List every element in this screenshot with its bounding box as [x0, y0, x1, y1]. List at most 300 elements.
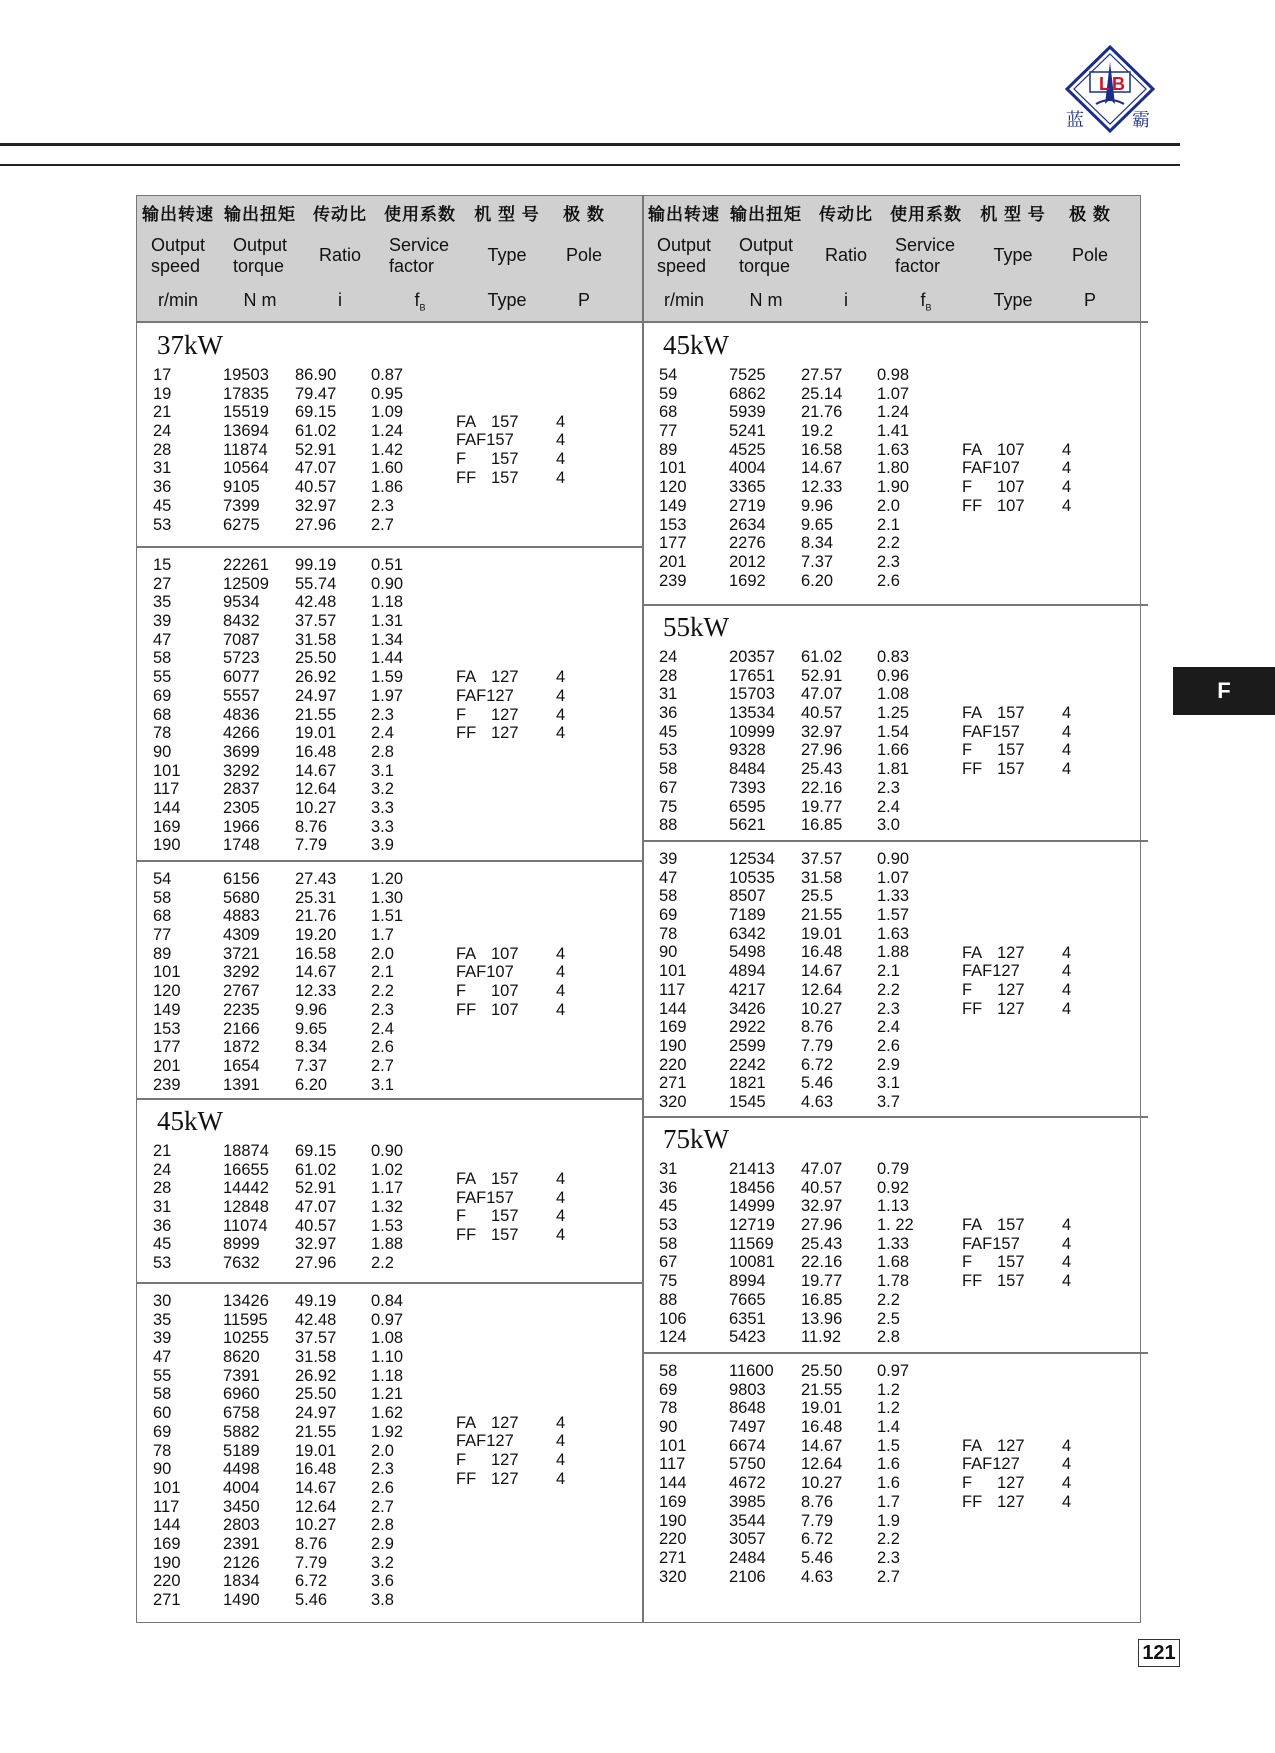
- service-factor-cell: 2.2: [371, 1254, 394, 1273]
- header-unit-text: P: [577, 290, 590, 310]
- output-speed-cell: 24: [153, 422, 172, 441]
- header-unit-text: N m: [749, 290, 783, 310]
- type-code: F: [456, 982, 467, 1001]
- service-factor-cell: 1.31: [371, 612, 404, 631]
- type-code: FA: [962, 943, 983, 962]
- output-speed-cell: 67: [659, 778, 678, 797]
- output-torque-cell: 18874: [223, 1142, 269, 1160]
- type-code: FAF127: [456, 686, 514, 705]
- type-row: [137, 982, 627, 1001]
- output-speed-cell: 59: [659, 384, 678, 403]
- section-tab[interactable]: F: [1173, 667, 1275, 715]
- service-factor-cell: 1.10: [371, 1348, 404, 1367]
- header-en-line: Pole: [1071, 245, 1109, 265]
- table-row: [137, 799, 437, 818]
- output-torque-cell: 4836: [223, 705, 260, 724]
- ratio-cell: 6.20: [295, 1075, 328, 1094]
- ratio-cell: 47.07: [295, 459, 337, 478]
- table-row: [137, 1367, 437, 1386]
- header-unit-text: Type: [993, 290, 1033, 310]
- type-code: FA: [456, 1413, 477, 1432]
- type-code: FF: [456, 1469, 477, 1488]
- ratio-cell: 19.01: [801, 924, 843, 943]
- header-en-line: Output: [657, 235, 712, 255]
- output-torque-cell: 9803: [729, 1380, 766, 1399]
- header-unit-5: [1055, 291, 1125, 309]
- output-torque-cell: 2767: [223, 982, 260, 1001]
- type-row: [137, 1226, 627, 1245]
- output-torque-cell: 7087: [223, 630, 260, 649]
- type-code: F: [962, 980, 973, 999]
- ratio-cell: 25.43: [801, 760, 843, 779]
- ratio-cell: 31.58: [295, 630, 337, 649]
- output-torque-cell: 2484: [729, 1548, 766, 1567]
- output-speed-cell: 39: [153, 1329, 172, 1348]
- type-code: F: [962, 478, 973, 497]
- output-speed-cell: 320: [659, 1092, 687, 1111]
- service-factor-cell: 1.02: [371, 1160, 404, 1179]
- table-row: [137, 926, 437, 945]
- header-unit-3: [885, 291, 967, 313]
- output-torque-cell: 14442: [223, 1179, 269, 1198]
- type-row: [137, 1207, 627, 1226]
- service-factor-cell: 1.62: [371, 1404, 404, 1423]
- service-factor-cell: 2.2: [371, 982, 394, 1001]
- output-speed-cell: 149: [153, 1000, 181, 1019]
- table-row: [137, 631, 437, 650]
- table-row: [643, 1328, 943, 1347]
- header-cn-5: 极 数: [563, 205, 605, 224]
- ratio-cell: 12.33: [295, 982, 337, 1001]
- output-speed-cell: 45: [659, 1197, 678, 1216]
- service-factor-cell: 0.51: [371, 556, 404, 574]
- output-torque-cell: 1545: [729, 1092, 766, 1111]
- header-en-2: [807, 245, 885, 266]
- pole-count: 4: [556, 982, 566, 1001]
- type-code: F: [456, 705, 467, 724]
- service-factor-cell: 1.57: [877, 906, 910, 925]
- type-size: 127: [491, 1413, 519, 1432]
- service-factor-cell: 2.4: [371, 1019, 394, 1038]
- service-factor-cell: 2.3: [877, 552, 900, 571]
- output-speed-cell: 271: [153, 1591, 181, 1609]
- type-list: [643, 704, 1133, 779]
- ratio-cell: 21.76: [295, 907, 337, 926]
- ratio-cell: 5.46: [295, 1591, 328, 1609]
- output-torque-cell: 11874: [223, 440, 268, 459]
- table-row: [137, 649, 437, 668]
- header-cn-4: 机 型 号: [980, 205, 1046, 224]
- pole-count: 4: [556, 431, 566, 450]
- output-torque-cell: 13694: [223, 422, 269, 441]
- output-speed-cell: 55: [153, 668, 172, 687]
- service-factor-cell: 1. 22: [877, 1216, 914, 1235]
- type-row: [137, 1432, 627, 1451]
- type-row: [137, 963, 627, 982]
- table-row: [643, 1399, 943, 1418]
- output-speed-cell: 239: [659, 571, 687, 590]
- ratio-cell: 52.91: [295, 440, 337, 459]
- service-factor-cell: 0.92: [877, 1178, 910, 1197]
- pole-count: 4: [556, 1413, 566, 1432]
- output-speed-cell: 220: [659, 1530, 687, 1549]
- type-list: [137, 668, 627, 743]
- pole-count: 4: [1062, 1272, 1072, 1291]
- table-row: [137, 889, 437, 908]
- table-row: [137, 1311, 437, 1330]
- output-torque-cell: 5498: [729, 943, 766, 962]
- output-speed-cell: 45: [153, 496, 172, 515]
- header-en-2: [301, 245, 379, 266]
- output-torque-cell: 1966: [223, 817, 260, 836]
- output-torque-cell: 3721: [223, 944, 260, 963]
- table-row: [137, 575, 437, 594]
- output-torque-cell: 3699: [223, 742, 260, 761]
- ratio-cell: 8.34: [801, 534, 834, 553]
- output-torque-cell: 2634: [729, 515, 766, 534]
- output-torque-cell: 3544: [729, 1511, 766, 1530]
- ratio-cell: 61.02: [295, 422, 337, 441]
- output-speed-cell: 31: [659, 685, 678, 704]
- ratio-cell: 11.92: [801, 1328, 842, 1347]
- type-size: 157: [997, 1216, 1025, 1235]
- type-size: 157: [491, 412, 519, 431]
- output-speed-cell: 78: [659, 924, 678, 943]
- output-speed-cell: 35: [153, 1310, 172, 1329]
- header-cn-3: 使用系数: [890, 205, 962, 224]
- output-torque-cell: 7189: [729, 906, 766, 925]
- output-torque-cell: 11595: [223, 1310, 268, 1329]
- service-factor-cell: 1.9: [877, 1511, 900, 1530]
- header-unit-5: [549, 291, 619, 309]
- table-row: [643, 685, 943, 704]
- ratio-cell: 52.91: [295, 1179, 337, 1198]
- page-number: 121: [1138, 1639, 1180, 1667]
- ratio-cell: 16.85: [801, 1290, 843, 1309]
- ratio-cell: 16.48: [295, 1460, 337, 1479]
- output-torque-cell: 1391: [223, 1075, 260, 1094]
- service-factor-cell: 1.44: [371, 649, 404, 668]
- service-factor-cell: 1.6: [877, 1455, 900, 1474]
- pole-count: 4: [556, 686, 566, 705]
- output-speed-cell: 58: [153, 888, 172, 907]
- output-speed-cell: 47: [659, 868, 678, 887]
- table-row: [137, 497, 437, 516]
- output-torque-cell: 2166: [223, 1019, 260, 1038]
- ratio-cell: 99.19: [295, 556, 337, 574]
- service-factor-cell: 1.20: [371, 870, 404, 888]
- output-speed-cell: 190: [153, 1553, 181, 1572]
- table-row: [137, 385, 437, 404]
- ratio-cell: 8.76: [801, 1492, 834, 1511]
- service-factor-cell: 1.5: [877, 1436, 900, 1455]
- service-factor-cell: 1.60: [371, 459, 404, 478]
- output-speed-cell: 77: [153, 926, 172, 945]
- table-row: [137, 612, 437, 631]
- output-speed-cell: 190: [659, 1511, 687, 1530]
- table-row: [643, 887, 943, 906]
- ratio-cell: 9.96: [295, 1000, 328, 1019]
- output-torque-cell: 4883: [223, 907, 260, 926]
- service-factor-cell: 1.66: [877, 741, 910, 760]
- output-speed-cell: 36: [659, 1178, 678, 1197]
- table-row: [643, 648, 943, 667]
- header-en-line: Type: [487, 245, 527, 265]
- ratio-cell: 37.57: [801, 850, 843, 868]
- header-en-line: Ratio: [824, 245, 868, 265]
- output-torque-cell: 2837: [223, 780, 260, 799]
- output-torque-cell: 7393: [729, 778, 766, 797]
- type-row: [137, 1414, 627, 1433]
- output-torque-cell: 7391: [223, 1366, 260, 1385]
- service-factor-cell: 2.2: [877, 534, 900, 553]
- svg-text:蓝: 蓝: [1066, 110, 1084, 131]
- header-cn-2: 传动比: [819, 205, 873, 224]
- ratio-cell: 10.27: [295, 1516, 337, 1535]
- output-speed-cell: 201: [153, 1056, 181, 1075]
- header-unit-text: N m: [243, 290, 277, 310]
- table-row: [643, 850, 943, 869]
- type-size: 157: [997, 704, 1025, 723]
- output-torque-cell: 6862: [729, 384, 766, 403]
- output-speed-cell: 201: [659, 552, 687, 571]
- output-speed-cell: 101: [153, 963, 181, 982]
- output-torque-cell: 3450: [223, 1497, 260, 1516]
- type-row: [643, 944, 1133, 963]
- ratio-cell: 31.58: [295, 1348, 337, 1367]
- header-rule-right: [643, 321, 1148, 323]
- type-list: [137, 413, 627, 488]
- ratio-cell: 26.92: [295, 1366, 337, 1385]
- service-factor-cell: 1.7: [877, 1492, 900, 1511]
- service-factor-cell: 2.6: [371, 1478, 394, 1497]
- output-speed-cell: 39: [659, 850, 678, 868]
- type-size: 127: [997, 999, 1025, 1018]
- table-row: [137, 1591, 437, 1610]
- type-row: [643, 1493, 1133, 1512]
- output-torque-cell: 12719: [729, 1216, 775, 1235]
- block-separator: [137, 860, 642, 862]
- pole-count: 4: [1062, 704, 1072, 723]
- block-separator: [137, 1282, 642, 1284]
- type-list: [643, 944, 1133, 1019]
- table-row: [643, 403, 943, 422]
- output-speed-cell: 120: [659, 478, 687, 497]
- type-row: [643, 962, 1133, 981]
- type-row: [137, 945, 627, 964]
- output-torque-cell: 5723: [223, 649, 260, 668]
- output-torque-cell: 2276: [729, 534, 766, 553]
- output-torque-cell: 8432: [223, 612, 260, 631]
- service-factor-cell: 2.7: [877, 1567, 900, 1586]
- service-factor-cell: 3.8: [371, 1591, 394, 1609]
- header-unit-2: [807, 291, 885, 309]
- service-factor-cell: 0.83: [877, 648, 910, 666]
- table-row: [643, 1310, 943, 1329]
- ratio-cell: 25.50: [801, 1362, 843, 1380]
- type-code: FF: [456, 724, 477, 743]
- ratio-cell: 19.77: [801, 797, 843, 816]
- type-list: [137, 1170, 627, 1245]
- service-factor-cell: 2.3: [877, 999, 900, 1018]
- service-factor-cell: 1.53: [371, 1216, 404, 1235]
- pole-count: 4: [1062, 1455, 1072, 1474]
- ratio-cell: 42.48: [295, 593, 337, 612]
- output-speed-cell: 169: [659, 1492, 687, 1511]
- service-factor-cell: 1.32: [371, 1198, 404, 1217]
- ratio-cell: 49.19: [295, 1292, 337, 1310]
- output-speed-cell: 120: [153, 982, 181, 1001]
- output-speed-cell: 39: [153, 612, 172, 631]
- output-torque-cell: 4217: [729, 980, 766, 999]
- type-code: FF: [962, 999, 983, 1018]
- ratio-cell: 22.16: [801, 778, 843, 797]
- pole-count: 4: [556, 1226, 566, 1245]
- header-unit-text: i: [338, 290, 342, 310]
- service-factor-cell: 2.2: [877, 1290, 900, 1309]
- output-torque-cell: 9328: [729, 741, 766, 760]
- service-factor-cell: 0.90: [877, 850, 910, 868]
- service-factor-cell: 1.86: [371, 478, 404, 497]
- type-code: F: [962, 1253, 973, 1272]
- output-speed-cell: 75: [659, 797, 678, 816]
- block-separator: [643, 604, 1148, 606]
- service-factor-cell: 3.2: [371, 1553, 394, 1572]
- output-speed-cell: 190: [659, 1036, 687, 1055]
- pole-count: 4: [556, 1000, 566, 1019]
- output-speed-cell: 78: [153, 1441, 172, 1460]
- output-torque-cell: 2012: [729, 552, 766, 571]
- output-speed-cell: 271: [659, 1074, 687, 1093]
- output-torque-cell: 20357: [729, 648, 775, 666]
- service-factor-cell: 1.78: [877, 1272, 910, 1291]
- service-factor-cell: 2.1: [371, 963, 394, 982]
- output-speed-cell: 28: [153, 440, 172, 459]
- output-torque-cell: 6275: [223, 515, 260, 534]
- header-rule-left: [137, 321, 642, 323]
- output-torque-cell: 6674: [729, 1436, 766, 1455]
- ratio-cell: 19.01: [295, 1441, 337, 1460]
- table-row: [643, 798, 943, 817]
- header-en-line: Pole: [565, 245, 603, 265]
- table-row: [137, 1020, 437, 1039]
- output-speed-cell: 75: [659, 1272, 678, 1291]
- output-torque-cell: 7525: [729, 366, 766, 384]
- type-code: FA: [962, 1216, 983, 1235]
- output-speed-cell: 320: [659, 1567, 687, 1586]
- type-row: [137, 469, 627, 488]
- header-unit-2: [301, 291, 379, 309]
- pole-count: 4: [1062, 980, 1072, 999]
- output-torque-cell: 9534: [223, 593, 260, 612]
- type-row: [643, 1437, 1133, 1456]
- header-unit-text: P: [1083, 290, 1096, 310]
- service-factor-cell: 1.24: [877, 403, 910, 422]
- table-row: [137, 743, 437, 762]
- type-code: FA: [456, 412, 477, 431]
- section-title: 45kW: [157, 1106, 223, 1136]
- service-factor-cell: 3.3: [371, 798, 394, 817]
- output-torque-cell: 2803: [223, 1516, 260, 1535]
- ratio-cell: 10.27: [801, 999, 843, 1018]
- pole-count: 4: [556, 963, 566, 982]
- service-factor-cell: 1.33: [877, 887, 910, 906]
- output-torque-cell: 2106: [729, 1567, 766, 1586]
- ratio-cell: 47.07: [801, 685, 843, 704]
- output-speed-cell: 45: [659, 722, 678, 741]
- section-title: 55kW: [663, 612, 729, 642]
- table-row: [137, 907, 437, 926]
- header-en-line: Output: [739, 235, 794, 255]
- service-factor-cell: 2.4: [371, 724, 394, 743]
- table-row: [643, 816, 943, 835]
- ratio-cell: 7.79: [801, 1036, 834, 1055]
- output-speed-cell: 58: [153, 1385, 172, 1404]
- service-factor-cell: 2.6: [371, 1038, 394, 1057]
- ratio-cell: 9.65: [801, 515, 834, 534]
- type-code: FF: [456, 1226, 477, 1245]
- output-speed-cell: 153: [659, 515, 687, 534]
- ratio-cell: 14.67: [801, 459, 843, 478]
- service-factor-cell: 3.9: [371, 836, 394, 855]
- output-speed-cell: 144: [153, 1516, 181, 1535]
- ratio-cell: 14.67: [295, 761, 337, 780]
- output-speed-cell: 117: [659, 1455, 686, 1474]
- ratio-cell: 21.55: [801, 906, 843, 925]
- table-row: [643, 1418, 943, 1437]
- type-row: [643, 760, 1133, 779]
- header-en-line: Type: [993, 245, 1033, 265]
- output-torque-cell: 12848: [223, 1198, 269, 1217]
- header-en-line: Service: [895, 235, 956, 255]
- pole-count: 4: [1062, 722, 1072, 741]
- table-row: [137, 1038, 437, 1057]
- output-speed-cell: 190: [153, 836, 181, 855]
- ratio-cell: 27.96: [801, 1216, 843, 1235]
- service-factor-cell: 0.87: [371, 366, 404, 384]
- output-torque-cell: 5189: [223, 1441, 260, 1460]
- pole-count: 4: [556, 1432, 566, 1451]
- output-speed-cell: 89: [659, 440, 678, 459]
- ratio-cell: 4.63: [801, 1567, 834, 1586]
- pole-count: 4: [556, 450, 566, 469]
- type-code: FAF157: [456, 1188, 514, 1207]
- output-torque-cell: 3426: [729, 999, 766, 1018]
- ratio-cell: 25.43: [801, 1234, 843, 1253]
- type-row: [137, 431, 627, 450]
- output-speed-cell: 220: [153, 1572, 181, 1591]
- ratio-cell: 40.57: [295, 1216, 337, 1235]
- output-speed-cell: 77: [659, 422, 678, 441]
- table-row: [137, 1554, 437, 1573]
- svg-text:L: L: [1099, 74, 1110, 94]
- svg-text:霸: 霸: [1132, 110, 1150, 131]
- output-speed-cell: 58: [659, 760, 678, 779]
- ratio-cell: 21.55: [295, 1422, 337, 1441]
- type-row: [643, 459, 1133, 478]
- pole-count: 4: [1062, 999, 1072, 1018]
- output-speed-cell: 21: [153, 1142, 172, 1160]
- table-row: [137, 762, 437, 781]
- table-row: [643, 869, 943, 888]
- ratio-cell: 25.14: [801, 384, 843, 403]
- output-speed-cell: 101: [153, 761, 181, 780]
- output-torque-cell: 10255: [223, 1329, 269, 1348]
- header-en-3: [895, 235, 967, 277]
- output-torque-cell: 3292: [223, 761, 260, 780]
- table-row: [137, 516, 437, 535]
- service-factor-cell: 1.07: [877, 868, 910, 887]
